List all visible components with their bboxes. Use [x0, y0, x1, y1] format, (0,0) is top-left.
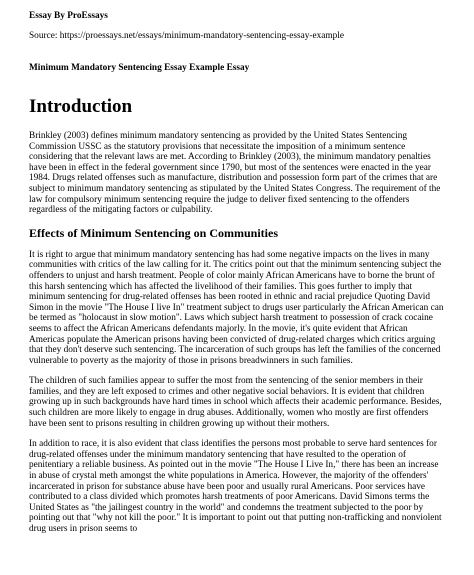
document-title: Minimum Mandatory Sentencing Essay Example Essay — [29, 63, 250, 73]
effects-paragraph-1: It is right to argue that minimum mandatory sentencing has had some negative impacts on the lives in many communities with critics of the law calling for it. The critics point out that the minimum sentencing subject the offenders to unjust and harsh treatment. People of color mainly African Americans have to borne the brunt of this harsh sentencing which has affected the livelihood of their families. This goes further to imply that minimum sentencing for drug-related offenses has been rooted in ethnic and racial prejudice Quoting David Simon in the movie "The House I live In" treatment subject to drugs user particularly the African American can be termed as "holocaust in slow motion". Laws which subject harsh treatment to possession of crack cocaine seems to affect the African Americans defendants majorly. In the movie, it's quite evident that African Americas populate the American prisons having been convicted of drug-related charges which critics arguing that they don't deserve such sentencing. The incarceration of such groups has left the families of the concerned vulnerable to poverty as the majority of those in prisons breadwinners in such families. — [29, 249, 444, 366]
site-name: Essay By ProEssays — [29, 11, 108, 21]
intro-paragraph: Brinkley (2003) defines minimum mandatory sentencing as provided by the United States Sentencing Commission USSC as the statutory provisions that necessitate the imposition of a minimum sentence considering that the relevant laws are met. According to Brinkley (2003), the minimum mandatory penalties have been in effect in the federal government since 1790, but most of the sentences were enacted in the year 1984. Drugs related offenses such as manufacture, distribution and possession form part of the crimes that are subject to minimum mandatory sentencing as stipulated by the United States Congress. The requirement of the law for compulsory minimum sentencing require the judge to deliver fixed sentencing to the offenders regardless of the mitigating factors or culpability. — [29, 131, 441, 216]
introduction-heading: Introduction — [29, 96, 133, 117]
effects-heading: Effects of Minimum Sentencing on Communities — [29, 225, 278, 240]
source-line: Source: https://proessays.net/essays/minimum-mandatory-sentencing-essay-example — [29, 31, 344, 41]
effects-paragraph-3: In addition to race, it is also evident that class identifies the persons most probable to serve hard sentences for drug-related offenses under the minimum mandatory sentencing that have resulted to the operation of penitentiary a reliable business. As pointed out in the movie "The House I Live In," there has been an increase in abuse of crystal meth amongst the white populations in America. However, the majority of the offenders' incarcerated in prison for substance abuse have been poor and usually rural Americans. Poor services have contributed to a class divided which promotes harsh treatments of poor Americans. David Simons terms the United States as "the jailingest country in the world" and condemns the treatment subjected to the poor by pointing out that "why not kill the poor." It is important to point out that putting non-trafficking and nonviolent drug users in prison seems to — [29, 439, 442, 534]
effects-paragraph-2: The children of such families appear to suffer the most from the sentencing of the senior members in their families, and they are left exposed to crimes and other negative social behaviors. It is evident that children growing up in such backgrounds have hard times in school which affects their academic performance. Besides, such children are more likely to engage in drug abuses. Additionally, women who mostly are first offenders have been sent to prisons resulting in children growing up without their mothers. — [29, 376, 442, 429]
